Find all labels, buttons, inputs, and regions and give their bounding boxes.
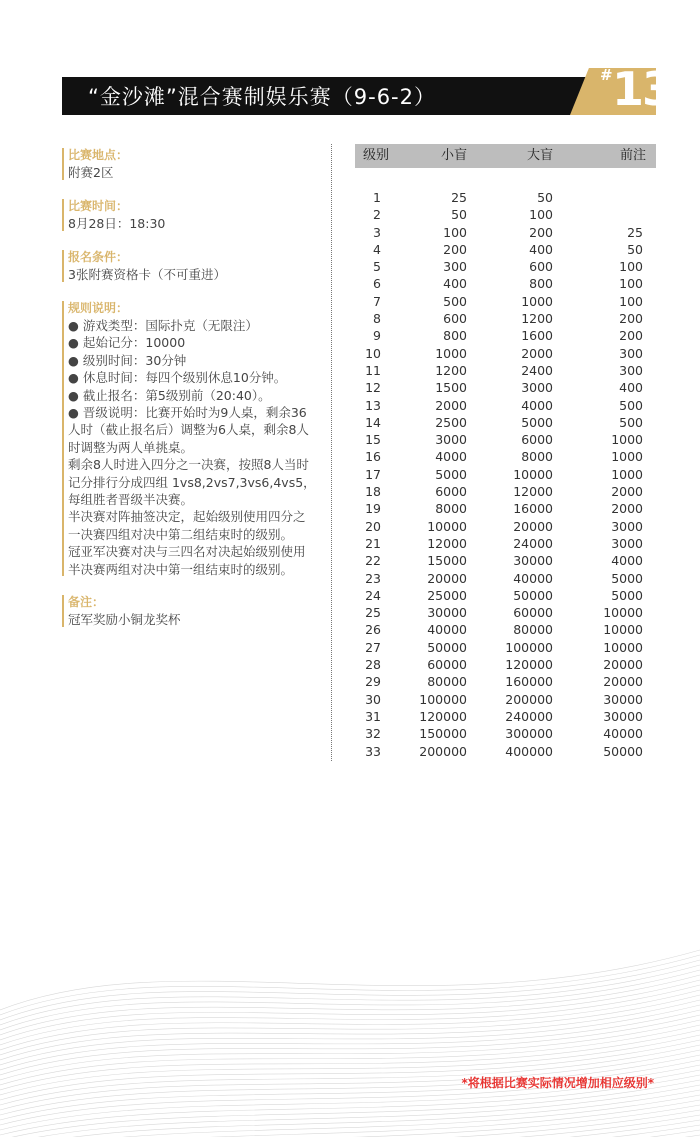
small-blind-cell: 100 (443, 224, 467, 240)
level-cell: 23 (365, 570, 381, 586)
level-cell: 8 (373, 311, 381, 327)
small-blind-cell: 2000 (435, 397, 467, 413)
table-row (355, 500, 656, 517)
table-row (355, 362, 656, 379)
small-blind-cell: 150000 (419, 726, 467, 742)
notes-section (62, 593, 324, 629)
small-blind-cell: 60000 (427, 657, 467, 673)
rule-line: 人时（截止报名后）调整为6人桌，剩余8人 (68, 422, 309, 438)
ante-cell: 500 (619, 414, 643, 430)
level-cell: 3 (373, 224, 381, 240)
level-cell: 18 (365, 484, 381, 500)
level-cell: 10 (365, 345, 381, 361)
ante-cell: 10000 (603, 622, 643, 638)
table-row (355, 604, 656, 621)
small-blind-cell: 400 (443, 276, 467, 292)
small-blind-cell: 12000 (427, 535, 467, 551)
rule-line: ● 休息时间：每四个级别休息10分钟。 (68, 370, 287, 386)
rule-line: 半决赛对阵抽签决定，起始级别使用四分之 (68, 509, 306, 525)
table-row (355, 708, 656, 725)
table-row (355, 241, 656, 258)
ante-cell: 50000 (603, 743, 643, 759)
big-blind-cell: 5000 (521, 414, 553, 430)
big-blind-cell: 240000 (505, 708, 553, 724)
time-label: 比赛时间： (68, 199, 129, 213)
big-blind-cell: 300000 (505, 726, 553, 742)
time-section (62, 197, 324, 233)
small-blind-cell: 20000 (427, 570, 467, 586)
ante-cell: 200 (619, 311, 643, 327)
table-row (355, 448, 656, 465)
level-cell: 31 (365, 708, 381, 724)
table-row (355, 621, 656, 638)
level-cell: 33 (365, 743, 381, 759)
rule-line: 每组胜者晋级半决赛。 (68, 492, 194, 508)
level-cell: 13 (365, 397, 381, 413)
table-row (355, 673, 656, 690)
small-blind-cell: 600 (443, 311, 467, 327)
venue-section (62, 146, 324, 182)
wave-line (0, 980, 700, 1040)
big-blind-cell: 120000 (505, 657, 553, 673)
table-row (355, 397, 656, 414)
page-title: “金沙滩”混合赛制娱乐赛（9-6-2） (88, 85, 436, 109)
rule-line: 半决赛两组对决中第一组结束时的级别。 (68, 561, 294, 577)
table-row (355, 327, 656, 344)
ante-cell: 100 (619, 276, 643, 292)
ante-cell: 5000 (611, 570, 643, 586)
footnote: *将根据比赛实际情况增加相应级别* (461, 1076, 654, 1090)
table-row (355, 310, 656, 327)
level-cell: 6 (373, 276, 381, 292)
big-blind-cell: 30000 (513, 553, 553, 569)
big-blind-cell: 100000 (505, 639, 553, 655)
ante-cell: 2000 (611, 501, 643, 517)
level-cell: 2 (373, 207, 381, 223)
level-cell: 26 (365, 622, 381, 638)
big-blind-cell: 20000 (513, 518, 553, 534)
table-row (355, 293, 656, 310)
wave-line (0, 1125, 700, 1137)
rules-list (68, 317, 324, 578)
level-cell: 4 (373, 241, 381, 257)
ante-cell: 300 (619, 345, 643, 361)
ante-cell: 1000 (611, 432, 643, 448)
wave-line (0, 985, 700, 1045)
ante-cell: 30000 (603, 708, 643, 724)
table-row (355, 691, 656, 708)
small-blind-cell: 3000 (435, 432, 467, 448)
time-value: 8月28日：18:30 (68, 216, 166, 231)
venue-label: 比赛地点： (68, 148, 129, 162)
table-row (355, 224, 656, 241)
wave-line (0, 990, 700, 1050)
ante-cell: 20000 (603, 657, 643, 673)
small-blind-cell: 50000 (427, 639, 467, 655)
ante-cell: 10000 (603, 639, 643, 655)
table-row (355, 206, 656, 223)
ante-cell: 3000 (611, 518, 643, 534)
table-row (355, 431, 656, 448)
table-row (355, 379, 656, 396)
level-cell: 14 (365, 414, 381, 430)
level-cell: 25 (365, 605, 381, 621)
level-cell: 28 (365, 657, 381, 673)
big-blind-cell: 200 (529, 224, 553, 240)
small-blind-cell: 120000 (419, 708, 467, 724)
small-blind-cell: 1500 (435, 380, 467, 396)
big-blind-cell: 400 (529, 241, 553, 257)
big-blind-cell: 100 (529, 207, 553, 223)
small-blind-cell: 4000 (435, 449, 467, 465)
venue-value: 附赛2区 (68, 165, 114, 180)
big-blind-cell: 80000 (513, 622, 553, 638)
header-small-blind: 小盲 (441, 148, 468, 163)
ante-cell: 400 (619, 380, 643, 396)
big-blind-cell: 50000 (513, 587, 553, 603)
big-blind-cell: 160000 (505, 674, 553, 690)
big-blind-cell: 4000 (521, 397, 553, 413)
rule-line: 记分排行分成四组 1vs8,2vs7,3vs6,4vs5， (68, 474, 316, 490)
rule-line: 剩余8人时进入四分之一决赛，按照8人当时 (68, 457, 309, 473)
level-cell: 30 (365, 691, 381, 707)
header-level: 级别 (363, 148, 390, 163)
wave-line (0, 970, 700, 1030)
notes-value: 冠军奖励小铜龙奖杯 (68, 612, 181, 628)
table-row (355, 414, 656, 431)
rule-line: 一决赛四组对决中第二组结束时的级别。 (68, 526, 294, 542)
rule-line: ● 截止报名：第5级别前（20:40）。 (68, 387, 271, 403)
event-number: 13 (612, 62, 673, 116)
table-row (355, 639, 656, 656)
event-info (62, 146, 324, 644)
rule-line: 冠亚军决赛对决与三四名对决起始级别使用 (68, 544, 306, 560)
big-blind-cell: 600 (529, 259, 553, 275)
table-row (355, 725, 656, 742)
level-cell: 7 (373, 293, 381, 309)
big-blind-cell: 400000 (505, 743, 553, 759)
big-blind-cell: 800 (529, 276, 553, 292)
entry-section (62, 248, 324, 284)
level-cell: 29 (365, 674, 381, 690)
small-blind-cell: 1200 (435, 362, 467, 378)
wave-line (0, 1005, 700, 1065)
ante-cell: 200 (619, 328, 643, 344)
ante-cell: 300 (619, 362, 643, 378)
level-cell: 32 (365, 726, 381, 742)
small-blind-cell: 25 (451, 190, 467, 205)
table-row (355, 483, 656, 500)
wave-line (0, 975, 700, 1035)
table-row (355, 466, 656, 483)
ante-cell: 30000 (603, 691, 643, 707)
level-cell: 20 (365, 518, 381, 534)
small-blind-cell: 80000 (427, 674, 467, 690)
level-cell: 17 (365, 466, 381, 482)
level-cell: 11 (365, 362, 381, 378)
ante-cell: 3000 (611, 535, 643, 551)
big-blind-cell: 60000 (513, 605, 553, 621)
table-row (355, 258, 656, 275)
wave-line (0, 965, 700, 1025)
table-row (355, 345, 656, 362)
rules-label: 规则说明： (68, 301, 129, 315)
level-cell: 1 (373, 190, 381, 205)
ante-cell: 4000 (611, 553, 643, 569)
level-cell: 24 (365, 587, 381, 603)
small-blind-cell: 8000 (435, 501, 467, 517)
header-big-blind: 大盲 (527, 148, 554, 163)
small-blind-cell: 6000 (435, 484, 467, 500)
level-cell: 27 (365, 639, 381, 655)
wave-line (0, 1110, 700, 1137)
wave-line (0, 950, 700, 1010)
small-blind-cell: 300 (443, 259, 467, 275)
notes-label: 备注： (68, 595, 105, 610)
ante-cell: 100 (619, 259, 643, 275)
table-row (355, 518, 656, 535)
table-body (355, 189, 656, 760)
big-blind-cell: 1200 (521, 311, 553, 327)
table-row (355, 189, 656, 206)
table-row (355, 535, 656, 552)
table-row (355, 743, 656, 760)
big-blind-cell: 200000 (505, 691, 553, 707)
table-row (355, 656, 656, 673)
big-blind-cell: 12000 (513, 484, 553, 500)
ante-cell: 100 (619, 293, 643, 309)
level-cell: 19 (365, 501, 381, 517)
ante-cell: 20000 (603, 674, 643, 690)
level-cell: 15 (365, 432, 381, 448)
ante-cell: 25 (627, 224, 643, 240)
big-blind-cell: 1600 (521, 328, 553, 344)
rules-section (62, 299, 324, 578)
ante-cell: 2000 (611, 484, 643, 500)
wave-line (0, 1100, 700, 1137)
small-blind-cell: 40000 (427, 622, 467, 638)
big-blind-cell: 50 (537, 190, 553, 205)
big-blind-cell: 2000 (521, 345, 553, 361)
big-blind-cell: 40000 (513, 570, 553, 586)
ante-cell: 40000 (603, 726, 643, 742)
table-header (355, 144, 656, 168)
entry-value: 3张附赛资格卡（不可重进） (68, 267, 226, 282)
rule-line: ● 游戏类型：国际扑克（无限注） (68, 318, 258, 333)
rule-line: 时调整为两人单挑桌。 (68, 439, 194, 455)
big-blind-cell: 6000 (521, 432, 553, 448)
small-blind-cell: 2500 (435, 414, 467, 430)
rule-line: ● 起始记分：10000 (68, 335, 186, 351)
small-blind-cell: 5000 (435, 466, 467, 482)
small-blind-cell: 500 (443, 293, 467, 309)
ante-cell: 10000 (603, 605, 643, 621)
small-blind-cell: 30000 (427, 605, 467, 621)
level-cell: 16 (365, 449, 381, 465)
ante-cell: 1000 (611, 449, 643, 465)
table-row (355, 275, 656, 292)
big-blind-cell: 3000 (521, 380, 553, 396)
badge-hash: # (600, 66, 613, 84)
big-blind-cell: 10000 (513, 466, 553, 482)
table-row (355, 552, 656, 569)
small-blind-cell: 100000 (419, 691, 467, 707)
level-cell: 9 (373, 328, 381, 344)
column-divider (331, 144, 332, 761)
level-cell: 22 (365, 553, 381, 569)
big-blind-cell: 8000 (521, 449, 553, 465)
small-blind-cell: 10000 (427, 518, 467, 534)
small-blind-cell: 200 (443, 241, 467, 257)
small-blind-cell: 15000 (427, 553, 467, 569)
big-blind-cell: 16000 (513, 501, 553, 517)
entry-label: 报名条件： (68, 250, 129, 264)
small-blind-cell: 25000 (427, 587, 467, 603)
big-blind-cell: 2400 (521, 362, 553, 378)
small-blind-cell: 800 (443, 328, 467, 344)
small-blind-cell: 200000 (419, 743, 467, 759)
level-cell: 21 (365, 535, 381, 551)
ante-cell: 500 (619, 397, 643, 413)
level-cell: 5 (373, 259, 381, 275)
small-blind-cell: 1000 (435, 345, 467, 361)
rule-line: ● 晋级说明：比赛开始时为9人桌，剩余36 (68, 405, 307, 421)
big-blind-cell: 24000 (513, 535, 553, 551)
blinds-table (355, 144, 656, 760)
rule-line: ● 级别时间：30分钟 (68, 352, 187, 368)
level-cell: 12 (365, 380, 381, 396)
table-row (355, 570, 656, 587)
ante-cell: 1000 (611, 466, 643, 482)
table-row (355, 587, 656, 604)
ante-cell: 50 (627, 241, 643, 257)
ante-cell: 5000 (611, 587, 643, 603)
big-blind-cell: 1000 (521, 293, 553, 309)
small-blind-cell: 50 (451, 207, 467, 223)
header-ante: 前注 (619, 148, 646, 163)
